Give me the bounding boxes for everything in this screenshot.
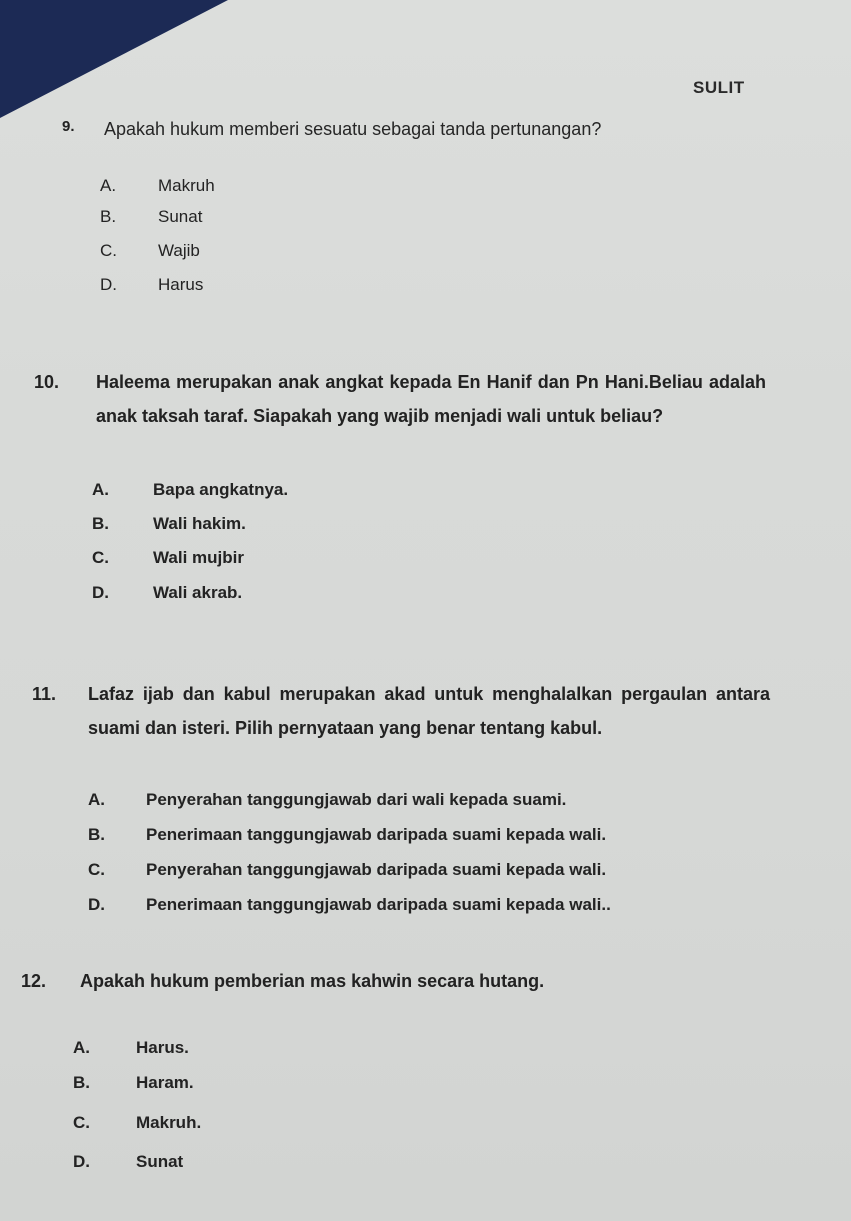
option-text: Makruh.: [136, 1113, 202, 1132]
option-text: Wali mujbir: [153, 548, 244, 567]
question-number: 10.: [34, 372, 60, 392]
question-number: 12.: [21, 971, 47, 991]
question-number: 11.: [32, 684, 57, 704]
option-text: Penyerahan tanggungjawab daripada suami kepada wali.: [146, 860, 607, 879]
option-letter: B.: [100, 207, 117, 226]
option-letter: A.: [73, 1038, 90, 1057]
option-text: Harus: [158, 275, 204, 294]
option-letter: C.: [73, 1113, 90, 1132]
option-text: Penerimaan tanggungjawab daripada suami kepada wali.: [146, 825, 607, 844]
option-text: Penerimaan tanggungjawab daripada suami kepada wali..: [146, 895, 611, 914]
option-letter: D.: [100, 275, 117, 294]
option-letter: B.: [73, 1073, 90, 1092]
option-text: Penyerahan tanggungjawab dari wali kepada suami.: [146, 790, 567, 809]
option-letter: B.: [88, 825, 105, 844]
option-text: Wali akrab.: [153, 583, 243, 602]
question-text: Apakah hukum memberi sesuatu sebagai tanda pertunangan?: [104, 119, 602, 139]
option-letter: C.: [100, 241, 117, 260]
option-text: Wali hakim.: [153, 514, 246, 533]
question-text: Apakah hukum pemberian mas kahwin secara hutang.: [80, 971, 545, 991]
classification-label: SULIT: [693, 78, 745, 97]
option-text: Bapa angkatnya.: [153, 480, 289, 499]
option-letter: C.: [88, 860, 105, 879]
option-text: Sunat: [136, 1152, 184, 1171]
question-text: Lafaz ijab dan kabul merupakan akad untuk menghalalkan pergaulan antara suami dan isteri. Pilih pernyataan yang benar tentang kabul.: [88, 684, 770, 738]
option-text: Wajib: [158, 241, 200, 260]
option-text: Haram.: [136, 1073, 194, 1092]
option-text: Sunat: [158, 207, 203, 226]
option-letter: D.: [92, 583, 109, 602]
option-text: Harus.: [136, 1038, 189, 1057]
option-letter: B.: [92, 514, 109, 533]
option-text: Makruh: [158, 176, 215, 195]
corner-decoration: [0, 0, 230, 120]
option-letter: C.: [92, 548, 109, 567]
option-letter: A.: [92, 480, 109, 499]
option-letter: A.: [100, 176, 117, 195]
option-letter: D.: [88, 895, 105, 914]
option-letter: A.: [88, 790, 105, 809]
question-number: 9.: [62, 118, 75, 135]
question-text: Haleema merupakan anak angkat kepada En Hanif dan Pn Hani.Beliau adalah anak taksah taraf. Siapakah yang wajib menjadi wali untuk beliau?: [96, 372, 766, 426]
option-letter: D.: [73, 1152, 90, 1171]
